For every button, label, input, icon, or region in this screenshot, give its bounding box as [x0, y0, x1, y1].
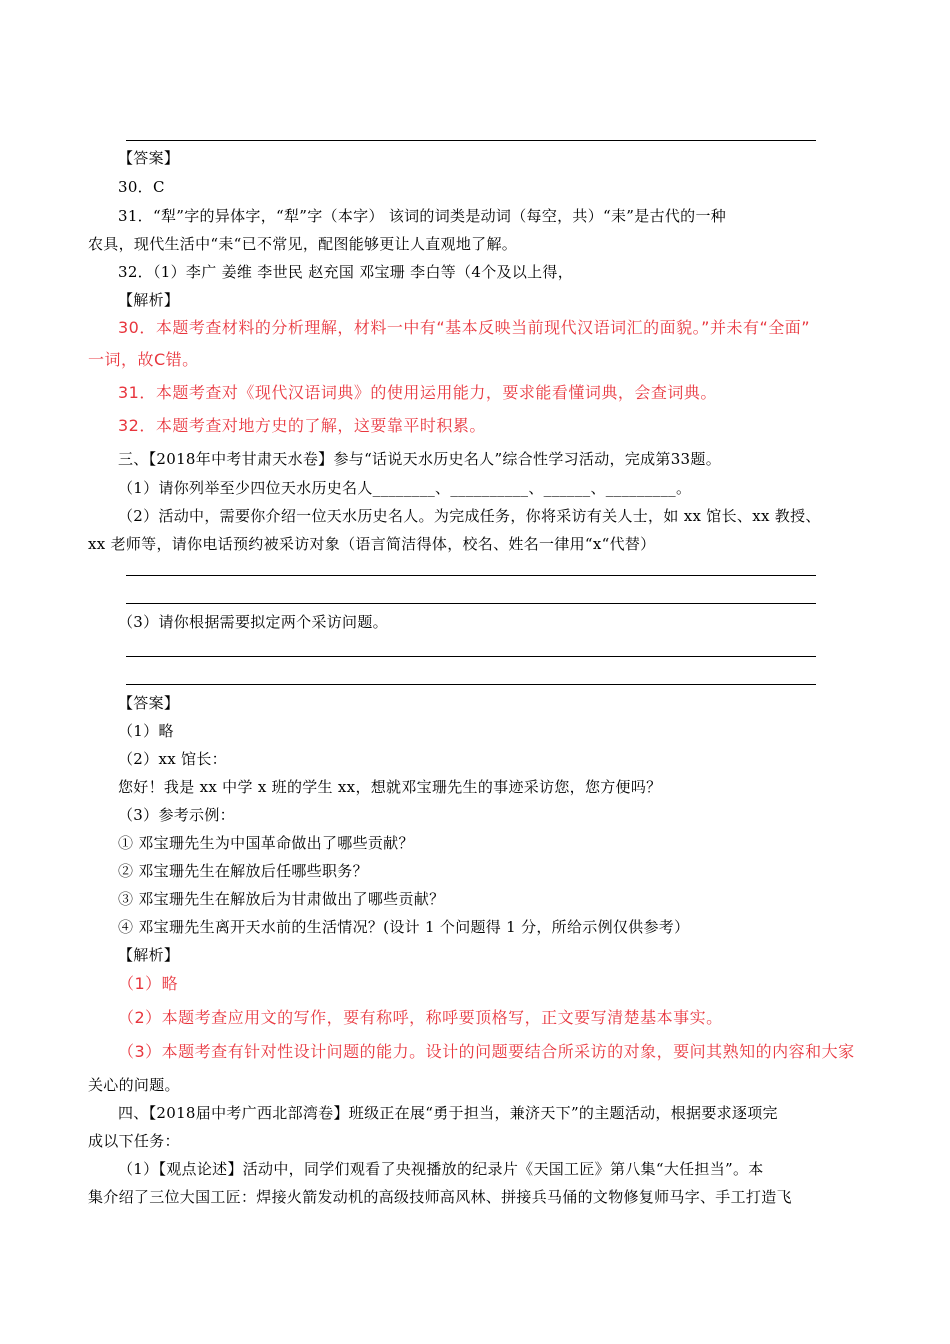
example-4: ④ 邓宝珊先生离开天水前的生活情况？(设计 1 个问题得 1 分，所给示例仅供参考） [118, 918, 690, 936]
section-four-p1-line2: 集介绍了三位大国工匠：焊接火箭发动机的高级技师高风林、拼接兵马俑的文物修复师马字、手工打造飞 [88, 1188, 792, 1206]
section-four-intro-line2: 成以下任务： [88, 1132, 180, 1150]
s3-answer-1: （1）略 [118, 722, 174, 740]
s3-analysis-1: （1）略 [118, 974, 179, 993]
question-2-line2: xx 老师等，请你电话预约被采访对象（语言简洁得体，校名、姓名一律用“x“代替） [88, 535, 656, 553]
question-1: （1）请你列举至少四位天水历史名人________、__________、______、_________。 [118, 479, 692, 497]
q2-blank-line-1 [126, 575, 816, 576]
s3-answer-heading: 【答案】 [118, 694, 180, 712]
answer-30: 30．C [118, 178, 165, 196]
answer-blank-line [126, 140, 816, 141]
s3-analysis-2: （2）本题考查应用文的写作，要有称呼，称呼要顶格写，正文要写清楚基本事实。 [118, 1008, 723, 1027]
s3-answer-2-title: （2）xx 馆长： [118, 750, 227, 768]
answer-heading: 【答案】 [118, 149, 180, 167]
example-2: ② 邓宝珊先生在解放后任哪些职务？ [118, 862, 368, 880]
analysis-31: 31．本题考查对《现代汉语词典》的使用运用能力，要求能看懂词典，会查词典。 [118, 383, 717, 402]
answer-31-line2: 农具，现代生活中“耒“已不常见，配图能够更让人直观地了解。 [88, 235, 518, 253]
s3-answer-3-title: （3）参考示例： [118, 806, 235, 824]
question-2-line1: （2）活动中，需要你介绍一位天水历史名人。为完成任务，你将采访有关人士，如 xx 馆长、xx 教授、 [118, 507, 821, 525]
analysis-heading: 【解析】 [118, 291, 180, 309]
q3-blank-line-1 [126, 656, 816, 657]
s3-analysis-3-line1: （3）本题考查有针对性设计问题的能力。设计的问题要结合所采访的对象，要问其熟知的内容和大家 [118, 1042, 855, 1061]
analysis-30-line2: 一词，故C错。 [88, 350, 199, 369]
question-3: （3）请你根据需要拟定两个采访问题。 [118, 613, 388, 631]
answer-32: 32．（1）李广 姜维 李世民 赵充国 邓宝珊 李白等（4个及以上得， [118, 263, 574, 281]
s3-analysis-heading: 【解析】 [118, 946, 180, 964]
analysis-32: 32．本题考查对地方史的了解，这要靠平时积累。 [118, 416, 486, 435]
example-3: ③ 邓宝珊先生在解放后为甘肃做出了哪些贡献？ [118, 890, 445, 908]
section-three-intro: 三、【2018年中考甘肃天水卷】参与“话说天水历史名人”综合性学习活动，完成第33题。 [118, 450, 722, 468]
example-1: ① 邓宝珊先生为中国革命做出了哪些贡献？ [118, 834, 414, 852]
q2-blank-line-2 [126, 603, 816, 604]
section-four-p1-line1: （1）【观点论述】活动中，同学们观看了央视播放的纪录片《天国工匠》第八集“大任担当”。本 [118, 1160, 764, 1178]
q3-blank-line-2 [126, 684, 816, 685]
s3-analysis-3-line2: 关心的问题。 [88, 1076, 180, 1094]
s3-answer-2-body: 您好！我是 xx 中学 x 班的学生 xx，想就邓宝珊先生的事迹采访您，您方便吗？ [118, 778, 662, 796]
section-four-intro-line1: 四、【2018届中考广西北部湾卷】班级正在展“勇于担当，兼济天下”的主题活动，根据要求逐项完 [118, 1104, 778, 1122]
answer-31-line1: 31．“犁”字的异体字，“犁”字（本字） 该词的词类是动词（每空，共）“耒”是古代的一种 [118, 207, 727, 225]
analysis-30-line1: 30．本题考查材料的分析理解，材料一中有“基本反映当前现代汉语词汇的面貌。”并未有“全面” [118, 318, 811, 337]
